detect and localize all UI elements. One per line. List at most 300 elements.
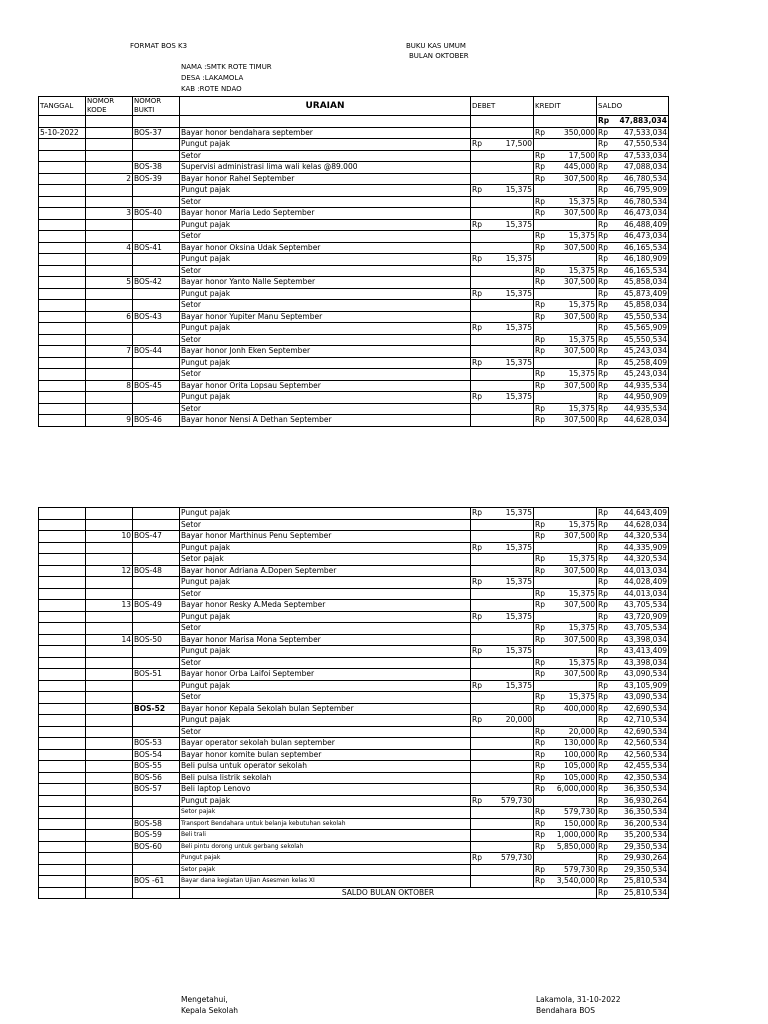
code-cell xyxy=(86,657,133,669)
date-cell xyxy=(39,415,86,427)
currency-label: Rp xyxy=(598,657,608,667)
currency-label: Rp xyxy=(598,795,608,805)
code-cell xyxy=(86,392,133,404)
balance-cell-value: 45,550,534 xyxy=(624,311,667,321)
currency-label: Rp xyxy=(598,565,608,575)
code-cell: 10 xyxy=(86,531,133,543)
debit-cell xyxy=(471,703,534,715)
balance-cell-value: 44,320,534 xyxy=(624,554,667,564)
table-row xyxy=(39,357,669,369)
balance-cell-value: 42,710,534 xyxy=(624,715,667,725)
currency-label: Rp xyxy=(535,231,545,241)
credit-cell xyxy=(534,565,597,577)
debit-cell xyxy=(471,726,534,738)
credit-cell-value: 15,375 xyxy=(568,265,595,275)
code-cell xyxy=(86,784,133,796)
table-row xyxy=(39,864,669,876)
debit-cell xyxy=(471,669,534,681)
receipt-cell xyxy=(133,657,180,669)
currency-label: Rp xyxy=(598,600,608,610)
code-cell xyxy=(86,807,133,819)
credit-cell-value: 105,000 xyxy=(563,772,595,782)
currency-label: Rp xyxy=(535,669,545,679)
currency-label: Rp xyxy=(598,150,608,160)
code-cell xyxy=(86,795,133,807)
description-cell: Pungut pajak xyxy=(180,392,471,404)
balance-cell xyxy=(597,634,669,646)
currency-label: Rp xyxy=(535,531,545,541)
currency-label: Rp xyxy=(598,357,608,367)
balance-cell xyxy=(597,127,669,139)
date-cell xyxy=(39,703,86,715)
balance-cell xyxy=(597,726,669,738)
date-cell xyxy=(39,219,86,231)
debit-cell xyxy=(471,392,534,404)
date-cell xyxy=(39,254,86,266)
currency-label: Rp xyxy=(535,242,545,252)
code-cell: 7 xyxy=(86,346,133,358)
table-row xyxy=(39,715,669,727)
currency-label: Rp xyxy=(535,334,545,344)
table-row xyxy=(39,703,669,715)
currency-label: Rp xyxy=(598,219,608,229)
description-cell: Bayar honor komite bulan september xyxy=(180,749,471,761)
table-row xyxy=(39,726,669,738)
debit-cell xyxy=(471,876,534,888)
currency-label: Rp xyxy=(598,392,608,402)
treasurer-label: Bendahara BOS xyxy=(536,1006,595,1015)
receipt-cell xyxy=(133,323,180,335)
description-cell: Pungut pajak xyxy=(180,139,471,151)
receipt-cell: BOS-52 xyxy=(133,703,180,715)
description-cell: Bayar honor Yanto Nalle September xyxy=(180,277,471,289)
currency-label: Rp xyxy=(598,703,608,713)
debit-cell xyxy=(471,415,534,427)
description-cell: Bayar honor bendahara september xyxy=(180,127,471,139)
date-cell xyxy=(39,772,86,784)
date-cell xyxy=(39,196,86,208)
credit-cell xyxy=(534,818,597,830)
debit-cell xyxy=(471,288,534,300)
code-cell xyxy=(86,231,133,243)
debit-cell xyxy=(471,542,534,554)
date-cell xyxy=(39,150,86,162)
table-row xyxy=(39,508,669,520)
date-cell xyxy=(39,807,86,819)
balance-cell xyxy=(597,864,669,876)
receipt-cell: BOS-44 xyxy=(133,346,180,358)
debit-cell-value: 15,375 xyxy=(505,680,532,690)
balance-cell xyxy=(597,392,669,404)
date-cell xyxy=(39,300,86,312)
date-cell xyxy=(39,277,86,289)
code-cell xyxy=(86,288,133,300)
code-cell xyxy=(86,323,133,335)
date-cell xyxy=(39,853,86,865)
description-cell: Bayar honor Jonh Eken September xyxy=(180,346,471,358)
debit-cell xyxy=(471,646,534,658)
description-cell: Pungut pajak xyxy=(180,219,471,231)
balance-cell xyxy=(597,403,669,415)
receipt-cell xyxy=(133,288,180,300)
table-row xyxy=(39,588,669,600)
currency-label: Rp xyxy=(598,288,608,298)
receipt-cell xyxy=(133,231,180,243)
table-row xyxy=(39,173,669,185)
table-row xyxy=(39,876,669,888)
date-cell xyxy=(39,369,86,381)
currency-label: Rp xyxy=(535,208,545,218)
balance-cell xyxy=(597,876,669,888)
table-row xyxy=(39,392,669,404)
debit-cell xyxy=(471,588,534,600)
debit-cell xyxy=(471,150,534,162)
date-cell xyxy=(39,231,86,243)
table-row xyxy=(39,542,669,554)
code-cell xyxy=(86,127,133,139)
balance-cell-value: 47,533,034 xyxy=(624,127,667,137)
currency-label: Rp xyxy=(472,185,482,195)
credit-cell xyxy=(534,139,597,151)
credit-cell xyxy=(534,277,597,289)
credit-cell xyxy=(534,554,597,566)
balance-cell-value: 43,705,534 xyxy=(624,600,667,610)
code-cell xyxy=(86,334,133,346)
description-cell: Supervisi administrasi lima wali kelas @89.000 xyxy=(180,162,471,174)
credit-cell xyxy=(534,623,597,635)
currency-label: Rp xyxy=(598,726,608,736)
credit-cell xyxy=(534,185,597,197)
credit-cell-value: 307,500 xyxy=(563,600,595,610)
balance-cell xyxy=(597,565,669,577)
book-title: BUKU KAS UMUM xyxy=(406,42,466,50)
balance-cell xyxy=(597,715,669,727)
credit-cell-value: 15,375 xyxy=(568,231,595,241)
receipt-cell xyxy=(133,611,180,623)
currency-label: Rp xyxy=(598,311,608,321)
description-cell: Pungut pajak xyxy=(180,680,471,692)
code-cell xyxy=(86,646,133,658)
balance-cell-value: 42,560,534 xyxy=(624,738,667,748)
code-cell xyxy=(86,162,133,174)
code-cell xyxy=(86,219,133,231)
receipt-cell xyxy=(133,853,180,865)
credit-cell xyxy=(534,219,597,231)
code-cell xyxy=(86,357,133,369)
table-row xyxy=(39,554,669,566)
currency-label: Rp xyxy=(535,841,545,851)
credit-cell xyxy=(534,300,597,312)
debit-cell xyxy=(471,508,534,520)
table-row xyxy=(39,150,669,162)
balance-cell xyxy=(597,703,669,715)
code-cell xyxy=(86,254,133,266)
opening-balance: 47,883,034 xyxy=(619,116,667,126)
balance-cell xyxy=(597,323,669,335)
balance-cell xyxy=(597,277,669,289)
currency-label: Rp xyxy=(472,646,482,656)
currency-label: Rp xyxy=(598,346,608,356)
balance-cell xyxy=(597,231,669,243)
balance-cell-value: 47,088,034 xyxy=(624,162,667,172)
receipt-cell xyxy=(133,588,180,600)
debit-cell xyxy=(471,623,534,635)
receipt-cell xyxy=(133,254,180,266)
debit-cell-value: 579,730 xyxy=(500,795,532,805)
description-cell: Pungut pajak xyxy=(180,577,471,589)
date-cell xyxy=(39,392,86,404)
credit-cell xyxy=(534,127,597,139)
date-cell xyxy=(39,311,86,323)
receipt-cell xyxy=(133,623,180,635)
date-cell xyxy=(39,692,86,704)
table-row xyxy=(39,415,669,427)
balance-cell xyxy=(597,795,669,807)
code-cell xyxy=(86,703,133,715)
credit-cell-value: 445,000 xyxy=(563,162,595,172)
date-cell xyxy=(39,623,86,635)
debit-cell xyxy=(471,231,534,243)
currency-label: Rp xyxy=(598,508,608,518)
currency-label: Rp xyxy=(535,369,545,379)
date-cell xyxy=(39,242,86,254)
description-cell: Pungut pajak xyxy=(180,611,471,623)
currency-label: Rp xyxy=(535,277,545,287)
code-cell: 12 xyxy=(86,565,133,577)
credit-cell-value: 307,500 xyxy=(563,634,595,644)
receipt-cell: BOS-41 xyxy=(133,242,180,254)
receipt-cell xyxy=(133,646,180,658)
code-cell xyxy=(86,519,133,531)
credit-cell xyxy=(534,519,597,531)
code-cell: 9 xyxy=(86,415,133,427)
code-cell: 3 xyxy=(86,208,133,220)
balance-cell xyxy=(597,830,669,842)
code-cell: 8 xyxy=(86,380,133,392)
currency-label: Rp xyxy=(598,139,608,149)
debit-cell xyxy=(471,554,534,566)
debit-cell-value: 15,375 xyxy=(505,611,532,621)
balance-cell-value: 46,180,909 xyxy=(624,254,667,264)
credit-cell xyxy=(534,577,597,589)
code-cell xyxy=(86,577,133,589)
currency-label: Rp xyxy=(598,242,608,252)
credit-cell xyxy=(534,772,597,784)
currency-label: Rp xyxy=(472,508,482,518)
receipt-cell xyxy=(133,692,180,704)
balance-cell-value: 44,013,034 xyxy=(624,588,667,598)
balance-cell xyxy=(597,300,669,312)
balance-cell xyxy=(597,415,669,427)
credit-cell xyxy=(534,830,597,842)
credit-cell-value: 15,375 xyxy=(568,369,595,379)
date-cell xyxy=(39,403,86,415)
balance-cell-value: 46,165,534 xyxy=(624,265,667,275)
credit-cell-value: 307,500 xyxy=(563,208,595,218)
table-row xyxy=(39,196,669,208)
currency-label: Rp xyxy=(598,254,608,264)
receipt-cell xyxy=(133,508,180,520)
credit-cell xyxy=(534,853,597,865)
receipt-cell xyxy=(133,139,180,151)
description-cell: Bayar honor Marthinus Penu September xyxy=(180,531,471,543)
code-cell xyxy=(86,853,133,865)
currency-label: Rp xyxy=(535,738,545,748)
balance-cell-value: 42,455,534 xyxy=(624,761,667,771)
currency-label: Rp xyxy=(535,600,545,610)
debit-cell xyxy=(471,334,534,346)
debit-cell xyxy=(471,277,534,289)
debit-cell xyxy=(471,795,534,807)
balance-cell xyxy=(597,646,669,658)
description-cell: Setor xyxy=(180,334,471,346)
credit-cell xyxy=(534,715,597,727)
receipt-cell xyxy=(133,795,180,807)
currency-label: Rp xyxy=(472,323,482,333)
table-row xyxy=(39,323,669,335)
description-cell: Setor pajak xyxy=(180,807,471,819)
credit-cell xyxy=(534,403,597,415)
currency-label: Rp xyxy=(598,415,608,425)
currency-label: Rp xyxy=(472,219,482,229)
credit-cell xyxy=(534,162,597,174)
debit-cell xyxy=(471,127,534,139)
date-cell xyxy=(39,646,86,658)
balance-cell xyxy=(597,588,669,600)
credit-cell xyxy=(534,669,597,681)
receipt-cell: BOS-39 xyxy=(133,173,180,185)
col-uraian: URAIAN xyxy=(180,97,471,116)
debit-cell-value: 15,375 xyxy=(505,392,532,402)
date-cell xyxy=(39,876,86,888)
table-row xyxy=(39,807,669,819)
table-row xyxy=(39,657,669,669)
receipt-cell xyxy=(133,196,180,208)
balance-cell xyxy=(597,611,669,623)
currency-label: Rp xyxy=(535,749,545,759)
credit-cell xyxy=(534,208,597,220)
balance-cell xyxy=(597,692,669,704)
currency-label: Rp xyxy=(535,311,545,321)
credit-cell xyxy=(534,703,597,715)
balance-cell-value: 45,243,034 xyxy=(624,369,667,379)
balance-cell xyxy=(597,680,669,692)
table-row xyxy=(39,265,669,277)
debit-cell xyxy=(471,692,534,704)
balance-cell xyxy=(597,761,669,773)
debit-cell xyxy=(471,185,534,197)
date-cell xyxy=(39,139,86,151)
currency-label: Rp xyxy=(535,565,545,575)
currency-label: Rp xyxy=(598,403,608,413)
code-cell xyxy=(86,830,133,842)
balance-cell xyxy=(597,669,669,681)
currency-label: Rp xyxy=(598,265,608,275)
currency-label: Rp xyxy=(598,531,608,541)
receipt-cell xyxy=(133,554,180,566)
credit-cell-value: 579,730 xyxy=(563,807,595,817)
balance-cell xyxy=(597,357,669,369)
credit-cell xyxy=(534,265,597,277)
currency-label: Rp xyxy=(598,887,608,897)
code-cell xyxy=(86,542,133,554)
balance-cell-value: 29,350,534 xyxy=(624,841,667,851)
description-cell: Pungut pajak xyxy=(180,288,471,300)
credit-cell-value: 150,000 xyxy=(563,818,595,828)
description-cell: Setor pajak xyxy=(180,554,471,566)
credit-cell-value: 130,000 xyxy=(563,738,595,748)
debit-cell xyxy=(471,565,534,577)
description-cell: Bayar honor Resky A.Meda September xyxy=(180,600,471,612)
currency-label: Rp xyxy=(535,807,545,817)
debit-cell-value: 15,375 xyxy=(505,185,532,195)
debit-cell xyxy=(471,254,534,266)
date-cell xyxy=(39,669,86,681)
currency-label: Rp xyxy=(535,784,545,794)
balance-cell-value: 25,810,534 xyxy=(624,876,667,886)
table-row xyxy=(39,646,669,658)
credit-cell-value: 307,500 xyxy=(563,415,595,425)
credit-cell xyxy=(534,680,597,692)
credit-cell xyxy=(534,588,597,600)
receipt-cell: BOS-40 xyxy=(133,208,180,220)
debit-cell xyxy=(471,173,534,185)
code-cell: 2 xyxy=(86,173,133,185)
col-nomor-bukti: NOMOR BUKTI xyxy=(133,97,180,116)
description-cell: Beli pulsa listrik sekolah xyxy=(180,772,471,784)
description-cell: Setor xyxy=(180,588,471,600)
currency-label: Rp xyxy=(535,127,545,137)
receipt-cell xyxy=(133,334,180,346)
currency-label: Rp xyxy=(598,173,608,183)
currency-label: Rp xyxy=(598,208,608,218)
table-row xyxy=(39,669,669,681)
date-cell xyxy=(39,588,86,600)
currency-label: Rp xyxy=(598,830,608,840)
balance-cell-value: 45,243,034 xyxy=(624,346,667,356)
credit-cell-value: 15,375 xyxy=(568,623,595,633)
receipt-cell: BOS-59 xyxy=(133,830,180,842)
currency-label: Rp xyxy=(598,542,608,552)
currency-label: Rp xyxy=(598,738,608,748)
currency-label: Rp xyxy=(535,380,545,390)
code-cell: 13 xyxy=(86,600,133,612)
balance-cell xyxy=(597,346,669,358)
debit-cell xyxy=(471,519,534,531)
balance-cell-value: 44,935,534 xyxy=(624,403,667,413)
code-cell xyxy=(86,864,133,876)
credit-cell-value: 15,375 xyxy=(568,657,595,667)
currency-label: Rp xyxy=(598,646,608,656)
table-row xyxy=(39,749,669,761)
code-cell: 14 xyxy=(86,634,133,646)
balance-cell-value: 43,090,534 xyxy=(624,669,667,679)
currency-label: Rp xyxy=(598,680,608,690)
credit-cell xyxy=(534,531,597,543)
receipt-cell xyxy=(133,185,180,197)
debit-cell-value: 15,375 xyxy=(505,508,532,518)
currency-label: Rp xyxy=(535,403,545,413)
table-row xyxy=(39,680,669,692)
balance-cell xyxy=(597,853,669,865)
balance-cell xyxy=(597,554,669,566)
currency-label: Rp xyxy=(598,231,608,241)
col-kredit: KREDIT xyxy=(534,97,597,116)
debit-cell xyxy=(471,346,534,358)
balance-cell xyxy=(597,196,669,208)
description-cell: Bayar honor Marisa Mona September xyxy=(180,634,471,646)
receipt-cell: BOS-54 xyxy=(133,749,180,761)
